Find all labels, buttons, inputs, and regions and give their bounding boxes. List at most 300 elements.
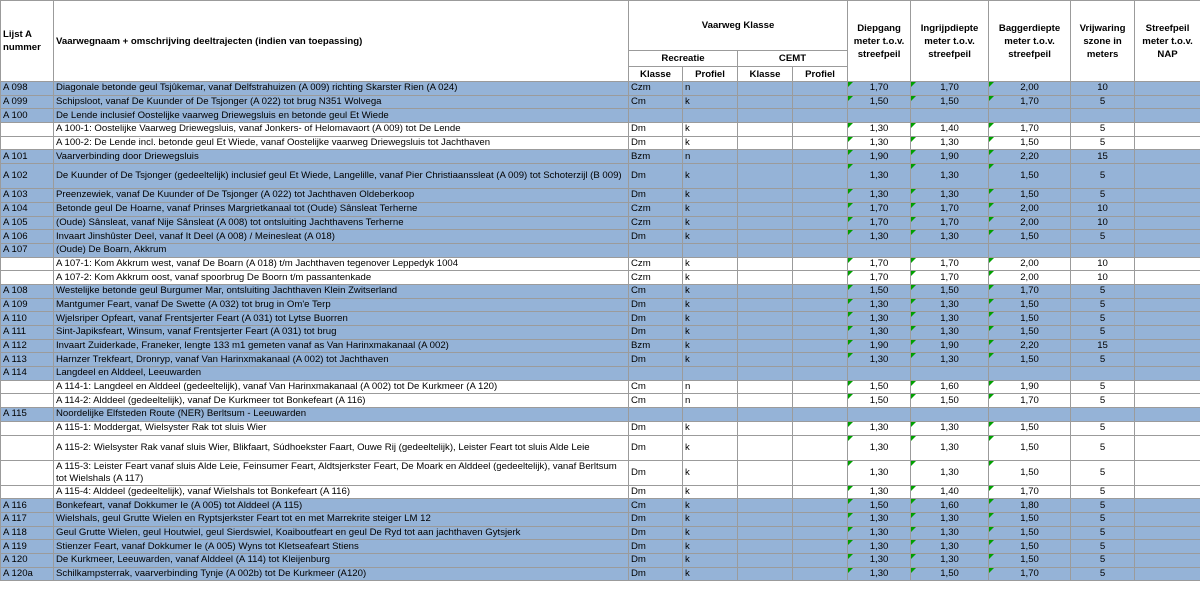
cell-lijst-nummer — [1, 216, 54, 230]
cell-ingrijpdiepte-text: 1,50 — [940, 394, 959, 406]
cell-ingrijpdiepte — [911, 485, 989, 499]
cell-baggerdiepte-text: 2,20 — [1020, 340, 1039, 352]
cell-vaarwegnaam — [54, 394, 629, 408]
cell-comment-marker-icon — [848, 189, 853, 194]
cell-recreatie-profiel — [683, 353, 738, 367]
cell-cemt-klasse — [738, 243, 793, 257]
cell-ingrijpdiepte — [911, 230, 989, 244]
table-row — [1, 123, 1200, 137]
cell-cemt-klasse — [738, 394, 793, 408]
cell-recreatie-profiel — [683, 367, 738, 381]
cell-streefpeil — [1135, 312, 1200, 326]
cell-comment-marker-icon — [989, 217, 994, 222]
cell-baggerdiepte-text: 1,50 — [1020, 298, 1039, 310]
cell-streefpeil — [1135, 540, 1200, 554]
cell-recreatie-klasse-text: Czm — [631, 271, 651, 283]
cell-recreatie-klasse — [629, 164, 683, 189]
cell-ingrijpdiepte — [911, 136, 989, 150]
cell-ingrijpdiepte — [911, 164, 989, 189]
cell-baggerdiepte-text: 1,50 — [1020, 554, 1039, 566]
cell-diepgang-text: 1,30 — [869, 312, 889, 324]
cell-ingrijpdiepte — [911, 540, 989, 554]
cell-vrijwaringszone — [1071, 485, 1135, 499]
cell-vaarwegnaam — [54, 553, 629, 567]
cell-comment-marker-icon — [989, 96, 994, 101]
cell-comment-marker-icon — [848, 422, 853, 427]
cell-recreatie-klasse-text: Czm — [631, 216, 651, 228]
cell-diepgang — [848, 499, 911, 513]
table-row — [1, 298, 1200, 312]
cell-ingrijpdiepte-text: 1,60 — [940, 381, 959, 393]
cell-baggerdiepte — [989, 353, 1071, 367]
cell-vaarwegnaam — [54, 230, 629, 244]
cell-comment-marker-icon — [911, 299, 916, 304]
cell-vrijwaringszone-text: 5 — [1099, 526, 1106, 538]
cell-ingrijpdiepte — [911, 243, 989, 257]
cell-recreatie-profiel — [683, 540, 738, 554]
cell-vrijwaringszone-text: 5 — [1099, 485, 1106, 497]
cell-diepgang — [848, 136, 911, 150]
cell-vrijwaringszone-text: 15 — [1097, 150, 1108, 162]
cell-cemt-klasse — [738, 312, 793, 326]
cell-cemt-profiel — [793, 82, 848, 96]
cell-diepgang-text: 1,30 — [869, 137, 889, 149]
cell-ingrijpdiepte — [911, 567, 989, 581]
cell-recreatie-profiel-text: k — [685, 123, 690, 135]
cell-recreatie-klasse-text: Dm — [631, 312, 646, 324]
table-row — [1, 485, 1200, 499]
cell-diepgang — [848, 339, 911, 353]
cell-baggerdiepte-text: 1,80 — [1020, 499, 1039, 511]
cell-vaarwegnaam — [54, 136, 629, 150]
cell-comment-marker-icon — [911, 554, 916, 559]
cell-comment-marker-icon — [911, 540, 916, 545]
cell-vrijwaringszone-text: 5 — [1099, 394, 1106, 406]
cell-vrijwaringszone — [1071, 164, 1135, 189]
cell-vrijwaringszone — [1071, 230, 1135, 244]
cell-vrijwaringszone-text: 5 — [1099, 441, 1106, 453]
cell-recreatie-klasse-text: Cm — [631, 499, 646, 511]
cell-lijst-nummer — [1, 421, 54, 435]
cell-ingrijpdiepte-text: 1,30 — [940, 312, 959, 324]
cell-recreatie-klasse — [629, 408, 683, 422]
cell-comment-marker-icon — [848, 326, 853, 331]
cell-comment-marker-icon — [989, 422, 994, 427]
cell-streefpeil — [1135, 460, 1200, 485]
col-header-cemt: CEMT — [738, 51, 848, 67]
cell-recreatie-klasse-text: Czm — [631, 257, 651, 269]
cell-diepgang-text: 1,50 — [869, 381, 889, 393]
cell-lijst-nummer — [1, 189, 54, 203]
table-row — [1, 421, 1200, 435]
cell-vrijwaringszone — [1071, 367, 1135, 381]
cell-comment-marker-icon — [989, 123, 994, 128]
cell-lijst-nummer — [1, 202, 54, 216]
cell-ingrijpdiepte-text: 1,30 — [940, 441, 959, 453]
cell-recreatie-profiel-text: n — [685, 394, 691, 406]
cell-baggerdiepte-text: 1,50 — [1020, 326, 1039, 338]
cell-recreatie-klasse — [629, 553, 683, 567]
cell-vaarwegnaam-text: Langdeel en Alddeel, Leeuwarden — [56, 367, 202, 379]
cell-recreatie-profiel — [683, 82, 738, 96]
cell-ingrijpdiepte-text: 1,40 — [940, 485, 959, 497]
cell-cemt-klasse — [738, 298, 793, 312]
cell-baggerdiepte-text: 1,90 — [1020, 381, 1039, 393]
cell-recreatie-profiel-text: k — [685, 137, 690, 149]
cell-comment-marker-icon — [848, 568, 853, 573]
cell-ingrijpdiepte-text: 1,60 — [940, 499, 959, 511]
cell-vaarwegnaam-text: Mantgumer Feart, vanaf De Swette (A 032) tot brug in Om'e Terp — [56, 298, 331, 310]
table-row — [1, 435, 1200, 460]
cell-baggerdiepte-text: 2,00 — [1020, 257, 1039, 269]
cell-comment-marker-icon — [989, 527, 994, 532]
cell-recreatie-profiel — [683, 202, 738, 216]
cell-lijst-nummer — [1, 435, 54, 460]
cell-vrijwaringszone-text: 5 — [1099, 312, 1106, 324]
cell-lijst-nummer — [1, 95, 54, 109]
cell-vrijwaringszone-text: 5 — [1099, 540, 1106, 552]
cell-cemt-klasse — [738, 95, 793, 109]
cell-recreatie-klasse — [629, 230, 683, 244]
cell-diepgang-text: 1,30 — [869, 298, 889, 310]
cell-baggerdiepte — [989, 189, 1071, 203]
cell-ingrijpdiepte — [911, 298, 989, 312]
table-row — [1, 408, 1200, 422]
cell-vrijwaringszone — [1071, 394, 1135, 408]
cell-ingrijpdiepte-text: 1,70 — [940, 257, 959, 269]
cell-cemt-profiel — [793, 243, 848, 257]
cell-vrijwaringszone-text: 5 — [1099, 513, 1106, 525]
cell-streefpeil — [1135, 230, 1200, 244]
cell-vrijwaringszone — [1071, 421, 1135, 435]
cell-lijst-nummer-text: A 102 — [3, 170, 28, 182]
cell-recreatie-klasse — [629, 216, 683, 230]
cell-comment-marker-icon — [911, 271, 916, 276]
table-row — [1, 326, 1200, 340]
cell-ingrijpdiepte-text: 1,90 — [940, 340, 959, 352]
cell-comment-marker-icon — [911, 123, 916, 128]
cell-baggerdiepte — [989, 380, 1071, 394]
cell-vrijwaringszone — [1071, 553, 1135, 567]
col-header-cemt-profiel: Profiel — [793, 67, 848, 82]
cell-recreatie-klasse — [629, 243, 683, 257]
cell-vaarwegnaam — [54, 485, 629, 499]
cell-streefpeil — [1135, 553, 1200, 567]
cell-recreatie-profiel-text: n — [685, 150, 691, 162]
cell-comment-marker-icon — [848, 150, 853, 155]
cell-streefpeil — [1135, 109, 1200, 123]
cell-comment-marker-icon — [911, 189, 916, 194]
cell-comment-marker-icon — [848, 82, 853, 87]
cell-cemt-klasse — [738, 326, 793, 340]
cell-diepgang — [848, 257, 911, 271]
cell-cemt-profiel — [793, 95, 848, 109]
cell-streefpeil — [1135, 271, 1200, 285]
cell-streefpeil — [1135, 339, 1200, 353]
cell-ingrijpdiepte-text: 1,30 — [940, 540, 959, 552]
cell-comment-marker-icon — [989, 137, 994, 142]
cell-recreatie-profiel — [683, 485, 738, 499]
table-row — [1, 567, 1200, 581]
cell-vaarwegnaam — [54, 257, 629, 271]
table-row — [1, 312, 1200, 326]
cell-vaarwegnaam — [54, 435, 629, 460]
cell-comment-marker-icon — [848, 96, 853, 101]
cell-streefpeil — [1135, 202, 1200, 216]
cell-comment-marker-icon — [989, 150, 994, 155]
cell-streefpeil — [1135, 150, 1200, 164]
cell-vrijwaringszone — [1071, 284, 1135, 298]
cell-vaarwegnaam — [54, 202, 629, 216]
cell-diepgang-text: 1,30 — [869, 353, 889, 365]
cell-vaarwegnaam-text: A 114-2: Alddeel (gedeeltelijk), vanaf De Kurkmeer tot Bonkefeart (A 116) — [56, 394, 366, 406]
cell-lijst-nummer-text: A 120 — [3, 554, 28, 566]
cell-cemt-profiel — [793, 380, 848, 394]
cell-baggerdiepte-text: 1,50 — [1020, 422, 1039, 434]
cell-cemt-klasse — [738, 540, 793, 554]
cell-cemt-profiel — [793, 367, 848, 381]
cell-baggerdiepte — [989, 150, 1071, 164]
cell-recreatie-klasse-text: Dm — [631, 441, 646, 453]
cell-baggerdiepte — [989, 109, 1071, 123]
table-row — [1, 243, 1200, 257]
cell-recreatie-profiel-text: k — [685, 271, 690, 283]
cell-vrijwaringszone — [1071, 353, 1135, 367]
cell-ingrijpdiepte-text: 1,50 — [940, 285, 959, 297]
cell-recreatie-profiel-text: k — [685, 499, 690, 511]
cell-diepgang — [848, 150, 911, 164]
cell-recreatie-klasse — [629, 540, 683, 554]
cell-vrijwaringszone-text: 5 — [1099, 466, 1106, 478]
cell-diepgang-text: 1,30 — [869, 170, 889, 182]
cell-vrijwaringszone-text: 5 — [1099, 422, 1106, 434]
cell-cemt-klasse — [738, 526, 793, 540]
cell-streefpeil — [1135, 435, 1200, 460]
cell-diepgang — [848, 82, 911, 96]
cell-comment-marker-icon — [911, 137, 916, 142]
cell-vrijwaringszone — [1071, 326, 1135, 340]
cell-diepgang-text: 1,90 — [869, 150, 889, 162]
cell-recreatie-profiel — [683, 460, 738, 485]
cell-recreatie-klasse — [629, 150, 683, 164]
cell-vaarwegnaam — [54, 339, 629, 353]
cell-lijst-nummer-text: A 113 — [3, 353, 27, 365]
cell-lijst-nummer-text: A 100 — [3, 109, 28, 121]
cell-comment-marker-icon — [848, 554, 853, 559]
cell-ingrijpdiepte — [911, 326, 989, 340]
cell-recreatie-klasse-text: Bzm — [631, 340, 651, 352]
cell-vaarwegnaam-text: Betonde geul De Hoarne, vanaf Prinses Margrietkanaal tot (Oude) Sânsleat Terherne — [56, 203, 418, 215]
cell-vrijwaringszone — [1071, 567, 1135, 581]
cell-comment-marker-icon — [848, 164, 853, 169]
cell-diepgang — [848, 408, 911, 422]
cell-comment-marker-icon — [989, 230, 994, 235]
cell-lijst-nummer-text: A 101 — [3, 150, 28, 162]
cell-comment-marker-icon — [989, 381, 994, 386]
cell-recreatie-klasse — [629, 271, 683, 285]
cell-recreatie-klasse — [629, 123, 683, 137]
cell-streefpeil — [1135, 326, 1200, 340]
cell-baggerdiepte — [989, 499, 1071, 513]
cell-vaarwegnaam-text: Bonkefeart, vanaf Dokkumer Ie (A 005) tot Alddeel (A 115) — [56, 499, 303, 511]
cell-recreatie-klasse-text: Bzm — [631, 150, 651, 162]
cell-vaarwegnaam-text: De Kurkmeer, Leeuwarden, vanaf Alddeel (A 114) tot Kleijenburg — [56, 554, 330, 566]
cell-recreatie-klasse-text: Czm — [631, 82, 651, 94]
cell-cemt-profiel — [793, 421, 848, 435]
cell-recreatie-klasse-text: Dm — [631, 353, 646, 365]
cell-lijst-nummer — [1, 284, 54, 298]
cell-vrijwaringszone — [1071, 202, 1135, 216]
cell-vaarwegnaam-text: Geul Grutte Wielen, geul Houtwiel, geul Sierdswiel, Koaiboutfeart en geul De Ryd tot aan jachthaven Gytsjerk — [56, 526, 521, 538]
table-row — [1, 271, 1200, 285]
cell-baggerdiepte — [989, 339, 1071, 353]
cell-diepgang-text: 1,30 — [869, 466, 889, 478]
cell-streefpeil — [1135, 380, 1200, 394]
cell-streefpeil — [1135, 123, 1200, 137]
cell-ingrijpdiepte-text: 1,40 — [940, 123, 959, 135]
cell-lijst-nummer — [1, 485, 54, 499]
cell-vaarwegnaam-text: Vaarverbinding door Driewegsluis — [56, 150, 199, 162]
cell-cemt-klasse — [738, 553, 793, 567]
col-header-baggerdiepte: Baggerdiepte meter t.o.v. streefpeil — [989, 1, 1071, 82]
cell-comment-marker-icon — [989, 340, 994, 345]
cell-diepgang-text: 1,70 — [869, 271, 889, 283]
cell-recreatie-profiel — [683, 230, 738, 244]
cell-lijst-nummer — [1, 243, 54, 257]
cell-recreatie-klasse-text: Dm — [631, 170, 646, 182]
cell-diepgang-text: 1,50 — [869, 499, 889, 511]
cell-cemt-profiel — [793, 353, 848, 367]
cell-ingrijpdiepte-text: 1,30 — [940, 353, 959, 365]
cell-recreatie-profiel-text: n — [685, 82, 691, 94]
cell-comment-marker-icon — [848, 217, 853, 222]
col-header-cemt-klasse: Klasse — [738, 67, 793, 82]
cell-recreatie-profiel — [683, 339, 738, 353]
cell-recreatie-profiel-text: k — [685, 326, 690, 338]
cell-diepgang — [848, 567, 911, 581]
cell-cemt-profiel — [793, 460, 848, 485]
cell-cemt-profiel — [793, 339, 848, 353]
cell-recreatie-klasse — [629, 298, 683, 312]
cell-comment-marker-icon — [989, 258, 994, 263]
cell-cemt-klasse — [738, 408, 793, 422]
cell-lijst-nummer-text: A 108 — [3, 285, 28, 297]
cell-recreatie-profiel-text: n — [685, 381, 691, 393]
cell-comment-marker-icon — [848, 436, 853, 441]
cell-recreatie-profiel-text: k — [685, 441, 690, 453]
cell-vaarwegnaam — [54, 298, 629, 312]
cell-comment-marker-icon — [911, 96, 916, 101]
cell-lijst-nummer — [1, 271, 54, 285]
cell-comment-marker-icon — [848, 381, 853, 386]
cell-recreatie-profiel-text: k — [685, 170, 690, 182]
cell-vaarwegnaam-text: A 107-1: Kom Akkrum west, vanaf De Boarn (A 018) t/m Jachthaven tegenover Leppedyk 1004 — [56, 257, 459, 269]
cell-vaarwegnaam — [54, 421, 629, 435]
cell-baggerdiepte-text: 1,50 — [1020, 312, 1039, 324]
cell-cemt-profiel — [793, 553, 848, 567]
cell-ingrijpdiepte — [911, 123, 989, 137]
cell-diepgang — [848, 216, 911, 230]
cell-diepgang-text: 1,30 — [869, 230, 889, 242]
cell-recreatie-profiel — [683, 284, 738, 298]
cell-recreatie-profiel-text: k — [685, 257, 690, 269]
cell-vrijwaringszone — [1071, 82, 1135, 96]
cell-diepgang — [848, 298, 911, 312]
cell-lijst-nummer — [1, 540, 54, 554]
cell-comment-marker-icon — [848, 258, 853, 263]
cell-cemt-profiel — [793, 485, 848, 499]
cell-streefpeil — [1135, 499, 1200, 513]
cell-diepgang-text: 1,30 — [869, 441, 889, 453]
cell-cemt-klasse — [738, 499, 793, 513]
cell-recreatie-profiel — [683, 298, 738, 312]
cell-comment-marker-icon — [848, 353, 853, 358]
cell-cemt-klasse — [738, 230, 793, 244]
cell-baggerdiepte-text: 1,50 — [1020, 540, 1039, 552]
cell-streefpeil — [1135, 408, 1200, 422]
cell-recreatie-klasse-text: Cm — [631, 285, 646, 297]
cell-vrijwaringszone-text: 10 — [1097, 82, 1108, 94]
cell-ingrijpdiepte-text: 1,70 — [940, 82, 959, 94]
cell-recreatie-profiel — [683, 136, 738, 150]
cell-cemt-klasse — [738, 82, 793, 96]
cell-recreatie-profiel — [683, 512, 738, 526]
cell-ingrijpdiepte-text: 1,30 — [940, 137, 959, 149]
cell-baggerdiepte-text: 1,50 — [1020, 189, 1039, 201]
cell-recreatie-klasse — [629, 189, 683, 203]
cell-recreatie-klasse-text: Dm — [631, 540, 646, 552]
cell-diepgang — [848, 435, 911, 460]
cell-comment-marker-icon — [848, 340, 853, 345]
cell-baggerdiepte-text: 1,70 — [1020, 96, 1039, 108]
cell-recreatie-profiel — [683, 123, 738, 137]
cell-vaarwegnaam-text: A 115-4: Alddeel (gedeeltelijk), vanaf Wielshals tot Bonkefeart (A 116) — [56, 485, 351, 497]
cell-diepgang — [848, 189, 911, 203]
cell-recreatie-profiel — [683, 312, 738, 326]
cell-recreatie-profiel-text: k — [685, 422, 690, 434]
cell-recreatie-profiel-text: k — [685, 353, 690, 365]
cell-cemt-klasse — [738, 164, 793, 189]
cell-lijst-nummer-text: A 116 — [3, 499, 27, 511]
cell-cemt-klasse — [738, 123, 793, 137]
cell-recreatie-klasse — [629, 136, 683, 150]
cell-diepgang — [848, 367, 911, 381]
cell-baggerdiepte — [989, 284, 1071, 298]
table-row — [1, 553, 1200, 567]
cell-comment-marker-icon — [911, 499, 916, 504]
cell-vaarwegnaam — [54, 216, 629, 230]
cell-vrijwaringszone — [1071, 540, 1135, 554]
cell-comment-marker-icon — [911, 203, 916, 208]
cell-vrijwaringszone-text: 5 — [1099, 499, 1106, 511]
cell-streefpeil — [1135, 136, 1200, 150]
cell-vrijwaringszone — [1071, 380, 1135, 394]
cell-baggerdiepte — [989, 367, 1071, 381]
cell-vaarwegnaam — [54, 499, 629, 513]
table-row — [1, 526, 1200, 540]
table-row — [1, 109, 1200, 123]
cell-recreatie-klasse — [629, 326, 683, 340]
cell-baggerdiepte — [989, 230, 1071, 244]
cell-recreatie-profiel-text: k — [685, 513, 690, 525]
cell-vrijwaringszone-text: 5 — [1099, 381, 1106, 393]
table-row — [1, 164, 1200, 189]
cell-recreatie-klasse-text: Dm — [631, 189, 646, 201]
cell-recreatie-profiel-text: k — [685, 526, 690, 538]
cell-comment-marker-icon — [989, 82, 994, 87]
cell-baggerdiepte — [989, 271, 1071, 285]
cell-vaarwegnaam-text: (Oude) Sânsleat, vanaf Nije Sânsleat (A 008) tot ontsluiting Jachthavens Terherne — [56, 216, 404, 228]
